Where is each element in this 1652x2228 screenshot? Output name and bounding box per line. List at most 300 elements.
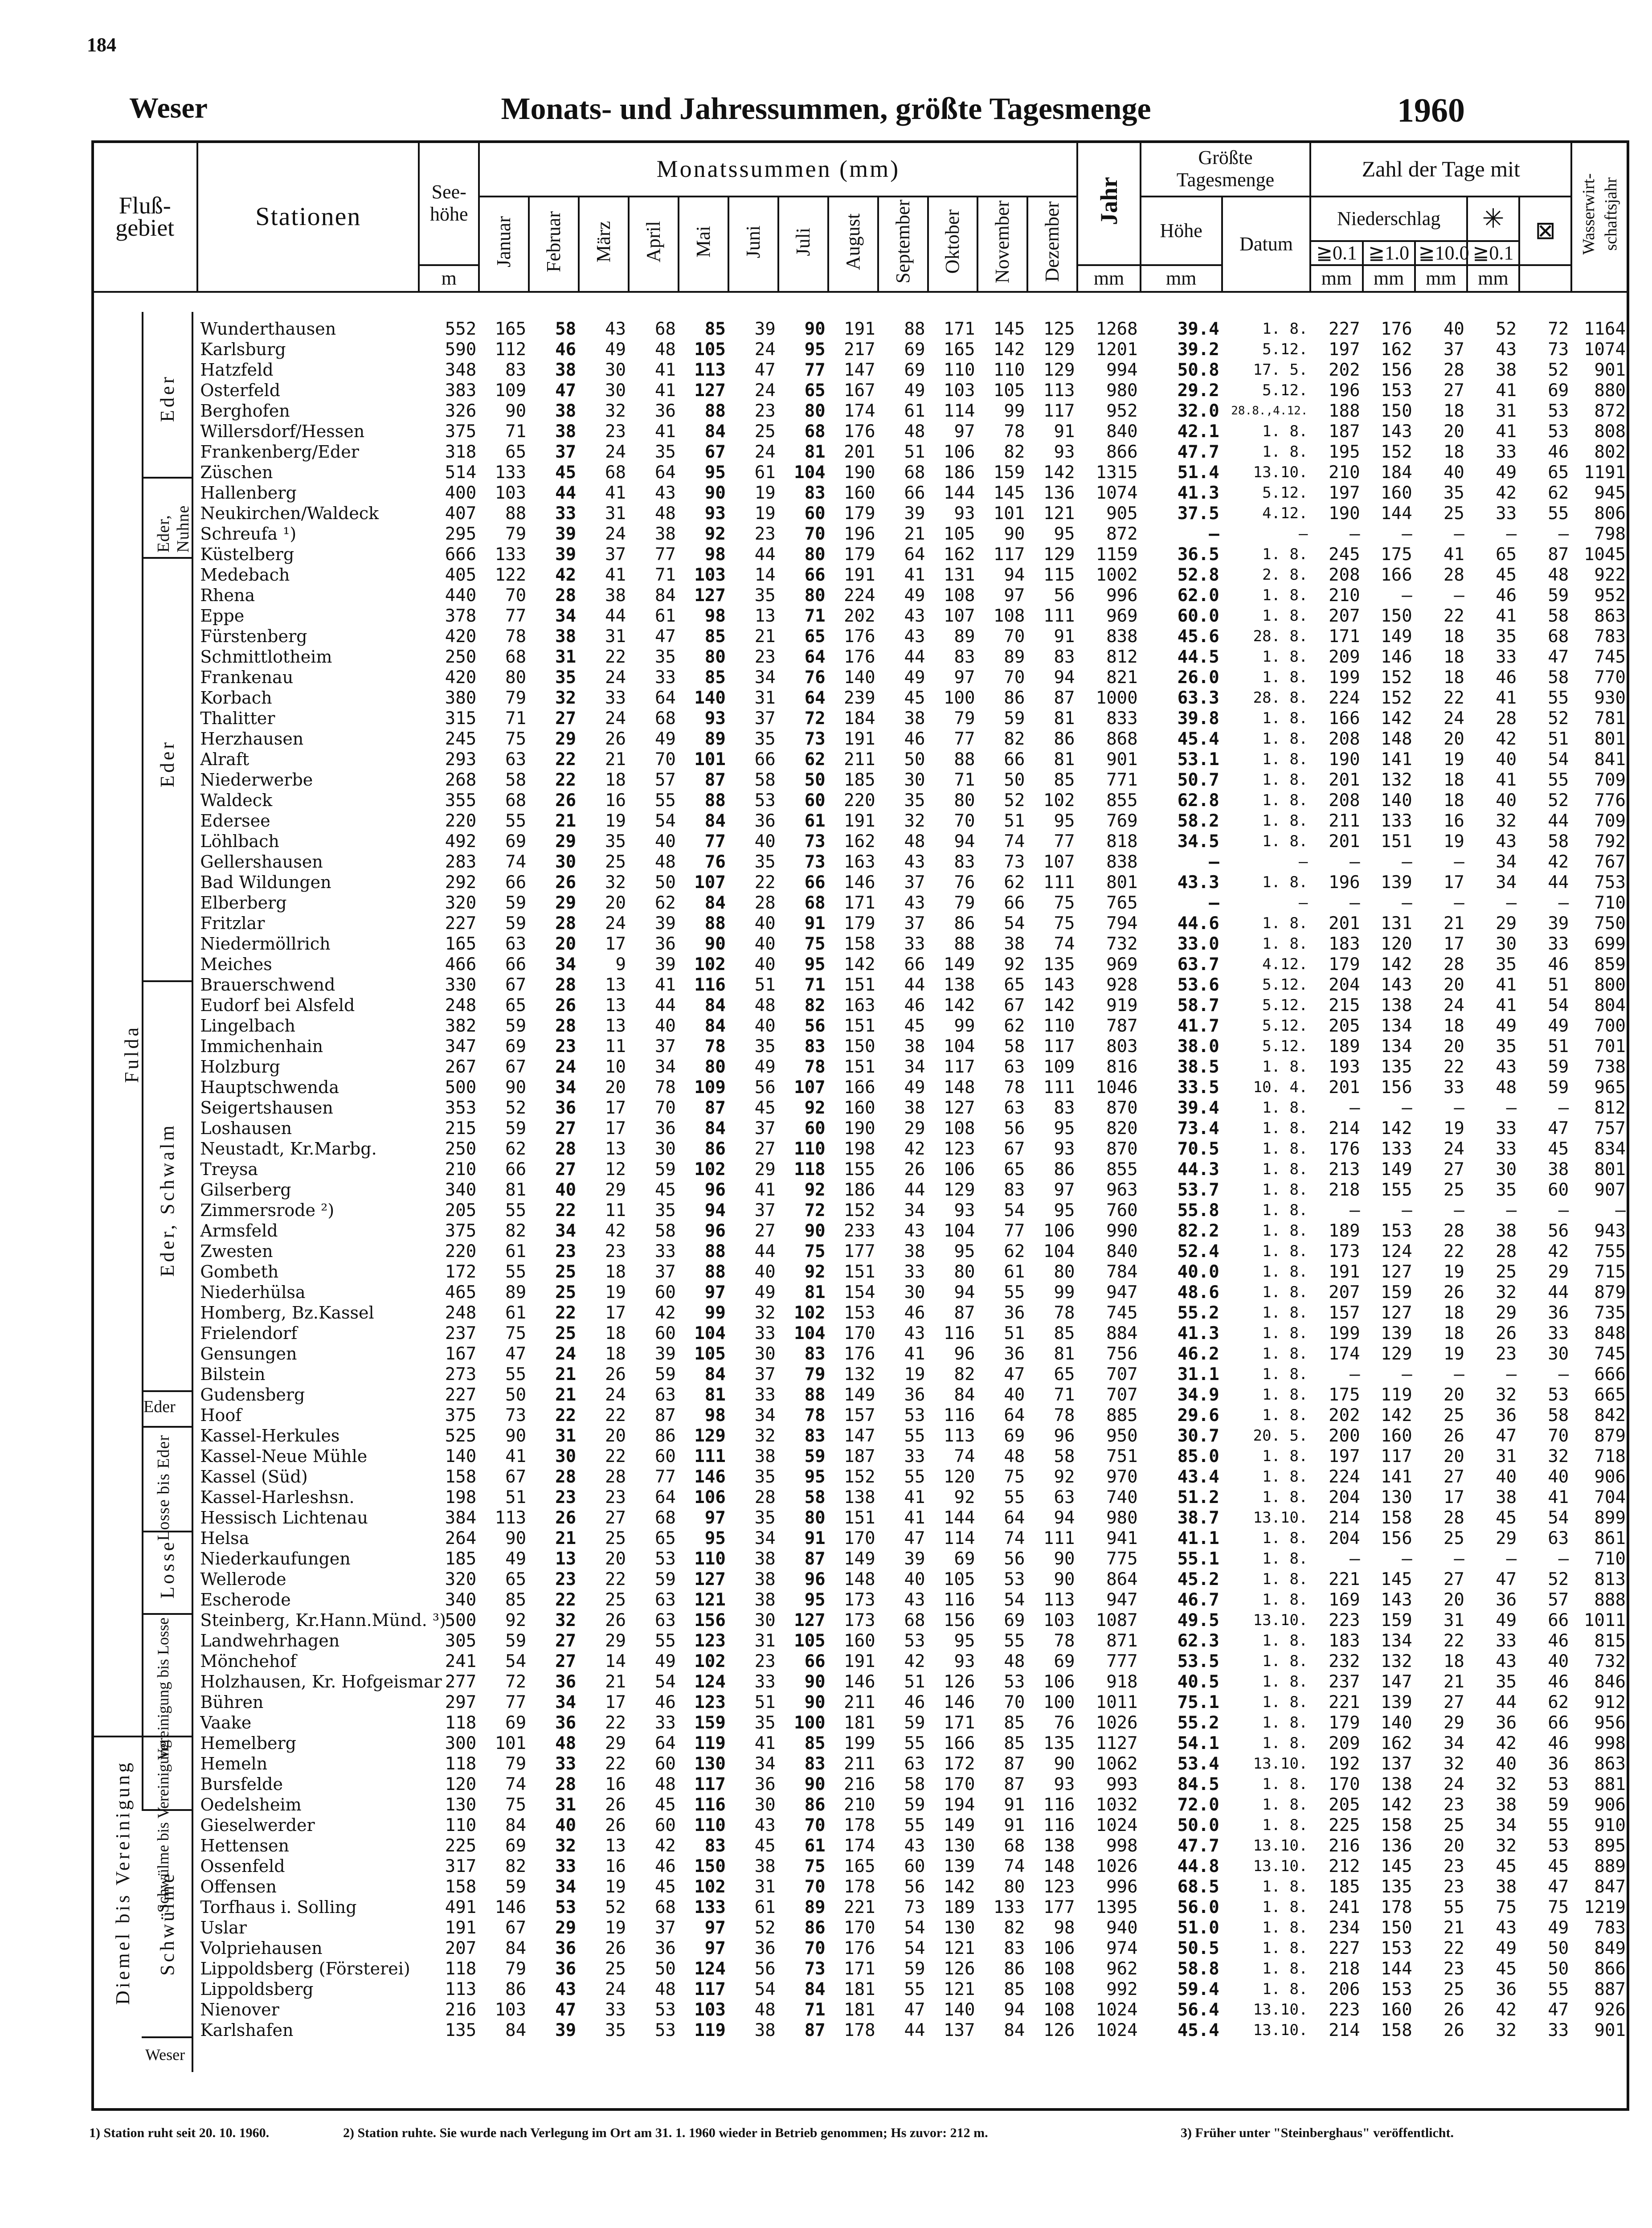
value-cell: 840 — [1106, 1241, 1138, 1261]
value-cell: 140 — [694, 688, 726, 708]
value-cell: 25 — [605, 1528, 626, 1548]
value-cell: 108 — [1043, 1999, 1075, 2020]
value-cell: 51 — [1004, 1323, 1025, 1343]
value-cell: 969 — [1106, 954, 1138, 975]
value-cell: 88 — [704, 401, 726, 421]
value-cell: 1011 — [1096, 1692, 1138, 1712]
value-cell: 18 — [1443, 667, 1464, 688]
value-cell: 99 — [1004, 401, 1025, 421]
value-cell: 1. 8. — [1262, 606, 1308, 625]
value-cell: 52 — [605, 1897, 626, 1917]
value-cell: 45 — [1496, 1958, 1517, 1979]
value-cell: 50 — [1548, 1938, 1569, 1958]
value-cell: 223 — [1329, 1610, 1360, 1630]
value-cell: 84 — [704, 1016, 726, 1036]
value-cell: 38.5 — [1177, 1057, 1219, 1077]
value-cell: 27 — [1443, 1569, 1464, 1589]
value-cell: 116 — [943, 1405, 975, 1425]
value-cell: 1. 8. — [1262, 1795, 1308, 1814]
value-cell: 40 — [555, 1180, 577, 1200]
value-cell: 1. 8. — [1262, 1324, 1308, 1342]
station-name: Loshausen — [200, 1118, 292, 1138]
value-cell: 86 — [1004, 1958, 1025, 1979]
value-cell: 89 — [804, 1897, 826, 1917]
value-cell: 79 — [505, 688, 527, 708]
value-cell: 102 — [694, 1876, 726, 1897]
value-cell: 27 — [1443, 380, 1464, 401]
value-cell: 62.8 — [1177, 790, 1219, 811]
value-cell: 108 — [943, 585, 975, 606]
value-cell: 151 — [844, 1016, 875, 1036]
value-cell: 184 — [1381, 462, 1412, 483]
value-cell: 41 — [654, 421, 676, 442]
value-cell: 187 — [1329, 421, 1360, 442]
group-losse-bis-eder: Losse bis Eder — [154, 1435, 173, 1541]
value-cell: 211 — [844, 749, 875, 770]
value-cell: 32.0 — [1177, 401, 1219, 421]
value-cell: 43 — [754, 1815, 776, 1835]
value-cell: — — [1402, 1200, 1412, 1220]
value-cell: 80 — [704, 647, 726, 667]
value-cell: 23 — [605, 421, 626, 442]
value-cell: 28 — [555, 585, 577, 606]
value-cell: 27 — [1443, 1692, 1464, 1712]
value-cell: 46.7 — [1177, 1589, 1219, 1610]
group-separator — [142, 477, 192, 479]
value-cell: 812 — [1106, 647, 1138, 667]
value-cell: 48 — [654, 852, 676, 872]
value-cell: 47 — [1004, 1364, 1025, 1384]
value-cell: 58.2 — [1177, 811, 1219, 831]
value-cell: 1. 8. — [1262, 1672, 1308, 1691]
value-cell: 29.2 — [1177, 380, 1219, 401]
value-cell: 142 — [1043, 995, 1075, 1016]
value-cell: 132 — [844, 1364, 875, 1384]
value-cell: 70 — [804, 1876, 826, 1897]
value-cell: 76 — [804, 667, 826, 688]
value-cell: 71 — [654, 565, 676, 585]
value-cell: 514 — [445, 462, 477, 483]
value-cell: 30 — [605, 360, 626, 380]
value-cell: — — [1558, 1200, 1569, 1220]
value-cell: 36 — [1496, 1712, 1517, 1733]
value-cell: 849 — [1594, 1938, 1626, 1958]
value-cell: 55 — [1004, 1282, 1025, 1302]
value-cell: 43 — [904, 626, 925, 647]
value-cell: 2. 8. — [1262, 565, 1308, 584]
station-name: Torfhaus i. Solling — [200, 1897, 357, 1917]
value-cell: 201 — [1329, 1077, 1360, 1098]
value-cell: 62.3 — [1177, 1630, 1219, 1651]
value-cell: 127 — [943, 1098, 975, 1118]
value-cell: 801 — [1106, 872, 1138, 893]
value-cell: 214 — [1329, 1118, 1360, 1139]
value-cell: 23 — [754, 524, 776, 544]
value-cell: 104 — [794, 1323, 826, 1343]
value-cell: 815 — [1594, 1630, 1626, 1651]
value-cell: 113 — [445, 1979, 477, 1999]
value-cell: 150 — [694, 1856, 726, 1876]
value-cell: 1. 8. — [1262, 1734, 1308, 1752]
value-cell: 1062 — [1096, 1753, 1138, 1774]
value-cell: 1. 8. — [1262, 1365, 1308, 1383]
value-cell: 18 — [1443, 626, 1464, 647]
value-cell: 140 — [844, 667, 875, 688]
value-cell: 191 — [445, 1917, 477, 1938]
value-cell: 129 — [1381, 1343, 1412, 1364]
value-cell: 90 — [505, 401, 527, 421]
value-cell: 45 — [754, 1098, 776, 1118]
value-cell: 220 — [445, 1241, 477, 1261]
value-cell: 29 — [1496, 913, 1517, 934]
group-eder-top: Eder — [156, 374, 178, 422]
value-cell: 24 — [605, 524, 626, 544]
value-cell: 833 — [1106, 708, 1138, 729]
col-hoehe: Höhe — [1141, 197, 1222, 265]
value-cell: 144 — [943, 483, 975, 503]
value-cell: 59 — [505, 913, 527, 934]
value-cell: 143 — [1381, 421, 1412, 442]
value-cell: 237 — [445, 1323, 477, 1343]
value-cell: 51 — [1548, 729, 1569, 749]
value-cell: 32 — [1548, 1446, 1569, 1466]
value-cell: 143 — [1381, 1589, 1412, 1610]
station-name: Kassel (Süd) — [200, 1466, 308, 1487]
value-cell: 46 — [1548, 954, 1569, 975]
value-cell: 63 — [1004, 1057, 1025, 1077]
value-cell: 33 — [555, 1753, 577, 1774]
value-cell: 142 — [943, 1876, 975, 1897]
value-cell: 347 — [445, 1036, 477, 1057]
value-cell: 85 — [804, 1733, 826, 1753]
value-cell: 4.12. — [1262, 504, 1308, 522]
station-name: Seigertshausen — [200, 1098, 333, 1118]
value-cell: 23 — [754, 1651, 776, 1671]
value-cell: 751 — [1106, 1446, 1138, 1466]
value-cell: 84 — [804, 1979, 826, 1999]
col-datum: Datum — [1222, 197, 1311, 292]
value-cell: 116 — [694, 1794, 726, 1815]
value-cell: 50 — [505, 1384, 527, 1405]
value-cell: 40 — [654, 831, 676, 852]
station-name: Ossenfeld — [200, 1856, 285, 1876]
value-cell: 92 — [1004, 954, 1025, 975]
value-cell: 32 — [605, 401, 626, 421]
value-cell: 61 — [804, 811, 826, 831]
value-cell: 59 — [1548, 585, 1569, 606]
value-cell: 175 — [1381, 544, 1412, 565]
value-cell: 124 — [694, 1958, 726, 1979]
value-cell: 91 — [1054, 626, 1075, 647]
value-cell: 197 — [1329, 1446, 1360, 1466]
value-cell: 119 — [1381, 1384, 1412, 1405]
value-cell: 65 — [505, 442, 527, 462]
value-cell: 113 — [943, 1425, 975, 1446]
month-10: Oktober — [928, 197, 978, 292]
value-cell: 152 — [844, 1200, 875, 1220]
value-cell: 96 — [1054, 1425, 1075, 1446]
value-cell: 148 — [1043, 1856, 1075, 1876]
value-cell: 63.3 — [1177, 688, 1219, 708]
value-cell: 53.1 — [1177, 749, 1219, 770]
value-cell: 117 — [1043, 401, 1075, 421]
value-cell: 68 — [804, 421, 826, 442]
value-cell: 91 — [1004, 1815, 1025, 1835]
value-cell: 176 — [844, 647, 875, 667]
value-cell: 45 — [1548, 1856, 1569, 1876]
value-cell: 353 — [445, 1098, 477, 1118]
value-cell: 105 — [694, 339, 726, 360]
value-cell: 72 — [804, 708, 826, 729]
value-cell: 30 — [754, 1610, 776, 1630]
value-cell: 55 — [1548, 503, 1569, 524]
value-cell: 863 — [1594, 1753, 1626, 1774]
value-cell: 922 — [1594, 565, 1626, 585]
col-monatssummen: Monatssummen (mm) — [479, 141, 1077, 197]
value-cell: 65 — [1004, 975, 1025, 995]
value-cell: 757 — [1594, 1118, 1626, 1139]
value-cell: 28 — [555, 1466, 577, 1487]
station-name: Brauerschwend — [200, 975, 335, 995]
value-cell: 88 — [954, 934, 975, 954]
value-cell: 68 — [904, 1610, 925, 1630]
value-cell: 965 — [1594, 1077, 1626, 1098]
value-cell: 102 — [694, 1159, 726, 1180]
value-cell: 250 — [445, 647, 477, 667]
station-name: Homberg, Bz.Kassel — [200, 1302, 374, 1323]
value-cell: 704 — [1594, 1487, 1626, 1507]
value-cell: 86 — [654, 1425, 676, 1446]
value-cell: 1164 — [1584, 319, 1626, 339]
value-cell: 61 — [654, 606, 676, 626]
value-cell: 97 — [704, 1917, 726, 1938]
value-cell: 196 — [1329, 872, 1360, 893]
value-cell: 375 — [445, 1405, 477, 1425]
value-cell: 28.8.,4.12. — [1231, 404, 1308, 418]
value-cell: 66 — [904, 483, 925, 503]
value-cell: 123 — [694, 1692, 726, 1712]
value-cell: 134 — [1381, 1630, 1412, 1651]
value-cell: 69 — [904, 339, 925, 360]
station-name: Landwehrhagen — [200, 1630, 340, 1651]
value-cell: 36 — [754, 811, 776, 831]
value-cell: 52 — [505, 1098, 527, 1118]
value-cell: 37 — [754, 708, 776, 729]
value-cell: 209 — [1329, 1733, 1360, 1753]
value-cell: 55 — [1004, 1630, 1025, 1651]
value-cell: — — [1454, 524, 1464, 544]
value-cell: 66 — [804, 872, 826, 893]
value-cell: 326 — [445, 401, 477, 421]
value-cell: 996 — [1106, 1876, 1138, 1897]
value-cell: 46 — [555, 339, 577, 360]
value-cell: 178 — [1381, 1897, 1412, 1917]
value-cell: 28 — [605, 1466, 626, 1487]
value-cell: 126 — [943, 1958, 975, 1979]
value-cell: 136 — [1043, 483, 1075, 503]
value-cell: 48.6 — [1177, 1282, 1219, 1302]
value-cell: 32 — [1496, 1282, 1517, 1302]
value-cell: 945 — [1594, 483, 1626, 503]
value-cell: 1. 8. — [1262, 770, 1308, 789]
value-cell: 32 — [1496, 1384, 1517, 1405]
value-cell: 48 — [654, 1774, 676, 1794]
value-cell: 41 — [1496, 975, 1517, 995]
value-cell: 46 — [904, 1302, 925, 1323]
value-cell: 25 — [1443, 1815, 1464, 1835]
value-cell: 952 — [1106, 401, 1138, 421]
value-cell: 171 — [1329, 626, 1360, 647]
value-cell: — — [1454, 585, 1464, 606]
value-cell: 45 — [1496, 565, 1517, 585]
value-cell: 77 — [1054, 831, 1075, 852]
value-cell: 60 — [654, 1446, 676, 1466]
value-cell: 118 — [445, 1712, 477, 1733]
value-cell: 46 — [1548, 1630, 1569, 1651]
value-cell: 105 — [943, 1569, 975, 1589]
value-cell: 71 — [505, 708, 527, 729]
value-cell: 838 — [1106, 852, 1138, 872]
value-cell: 175 — [1329, 1384, 1360, 1405]
value-cell: 94 — [954, 1282, 975, 1302]
value-cell: 22 — [605, 1753, 626, 1774]
value-cell: 84 — [704, 1364, 726, 1384]
value-cell: 132 — [1381, 1651, 1412, 1671]
value-cell: 61 — [904, 401, 925, 421]
value-cell: 36 — [904, 1384, 925, 1405]
value-cell: 666 — [445, 544, 477, 565]
value-cell: 855 — [1106, 1159, 1138, 1180]
value-cell: 111 — [1043, 1528, 1075, 1548]
value-cell: 1315 — [1096, 462, 1138, 483]
value-cell: 167 — [445, 1343, 477, 1364]
value-cell: — — [1454, 1548, 1464, 1569]
value-cell: 919 — [1106, 995, 1138, 1016]
value-cell: 65 — [505, 995, 527, 1016]
value-cell: 32 — [555, 688, 577, 708]
station-name: Eudorf bei Alsfeld — [200, 995, 355, 1015]
value-cell: 123 — [694, 1630, 726, 1651]
value-cell: 22 — [605, 1405, 626, 1425]
value-cell: 813 — [1594, 1569, 1626, 1589]
value-cell: 111 — [1043, 872, 1075, 893]
value-cell: 42 — [1548, 852, 1569, 872]
value-cell: 86 — [1004, 688, 1025, 708]
value-cell: 214 — [1329, 2020, 1360, 2040]
value-cell: 202 — [1329, 360, 1360, 380]
value-cell: 178 — [844, 1876, 875, 1897]
value-cell: 90 — [704, 934, 726, 954]
value-cell: 13 — [605, 1139, 626, 1159]
value-cell: 212 — [1329, 1856, 1360, 1876]
value-cell: 63 — [904, 1753, 925, 1774]
value-cell: 1. 8. — [1262, 1529, 1308, 1547]
value-cell: 41 — [1496, 770, 1517, 790]
value-cell: 109 — [694, 1077, 726, 1098]
value-cell: 34.5 — [1177, 831, 1219, 852]
value-cell: 102 — [1043, 790, 1075, 811]
value-cell: 117 — [1043, 1036, 1075, 1057]
value-cell: 25 — [1443, 1180, 1464, 1200]
value-cell: 43.4 — [1177, 1466, 1219, 1487]
value-cell: 149 — [1381, 1159, 1412, 1180]
value-cell: 118 — [445, 1753, 477, 1774]
value-cell: 16 — [605, 1856, 626, 1876]
value-cell: 248 — [445, 995, 477, 1016]
value-cell: 90 — [505, 1528, 527, 1548]
value-cell: 198 — [445, 1487, 477, 1507]
value-cell: 355 — [445, 790, 477, 811]
value-cell: 82 — [1004, 1917, 1025, 1938]
value-cell: 49 — [654, 1651, 676, 1671]
value-cell: 160 — [844, 483, 875, 503]
value-cell: 33 — [1496, 442, 1517, 462]
value-cell: 47 — [904, 1528, 925, 1548]
value-cell: 52.4 — [1177, 1241, 1219, 1261]
value-cell: 32 — [754, 1425, 776, 1446]
value-cell: 189 — [1329, 1036, 1360, 1057]
value-cell: 50 — [654, 872, 676, 893]
value-cell: 147 — [844, 1425, 875, 1446]
value-cell: 46 — [1548, 1733, 1569, 1753]
value-cell: 50 — [904, 749, 925, 770]
value-cell: 906 — [1594, 1466, 1626, 1487]
value-cell: 192 — [1329, 1753, 1360, 1774]
value-cell: 710 — [1594, 1548, 1626, 1569]
value-cell: — — [1209, 893, 1219, 913]
value-cell: 190 — [844, 1118, 875, 1139]
value-cell: 491 — [445, 1897, 477, 1917]
value-cell: 855 — [1106, 790, 1138, 811]
value-cell: 28 — [555, 913, 577, 934]
value-cell: 70 — [804, 1815, 826, 1835]
value-cell: — — [1454, 1200, 1464, 1220]
value-cell: 205 — [445, 1200, 477, 1220]
value-cell: 39 — [555, 524, 577, 544]
value-cell: 23 — [1443, 1958, 1464, 1979]
station-name: Escherode — [200, 1589, 291, 1610]
value-cell: 129 — [943, 1180, 975, 1200]
value-cell: 22 — [555, 1200, 577, 1220]
value-cell: 33 — [904, 1446, 925, 1466]
value-cell: 119 — [694, 1733, 726, 1753]
value-cell: 29 — [1496, 1302, 1517, 1323]
value-cell: 34 — [904, 1057, 925, 1077]
value-cell: 37 — [555, 442, 577, 462]
value-cell: 217 — [844, 339, 875, 360]
value-cell: 33 — [1496, 503, 1517, 524]
value-cell: 82.2 — [1177, 1220, 1219, 1241]
value-cell: 73 — [804, 852, 826, 872]
value-cell: 156 — [1381, 1077, 1412, 1098]
value-cell: 39 — [555, 2020, 577, 2040]
value-cell: 1000 — [1096, 688, 1138, 708]
value-cell: 36 — [1548, 1753, 1569, 1774]
value-cell: 134 — [1381, 1016, 1412, 1036]
value-cell: 42 — [605, 1220, 626, 1241]
station-name: Treysa — [200, 1159, 258, 1179]
value-cell: 38 — [904, 1241, 925, 1261]
value-cell: 172 — [445, 1261, 477, 1282]
value-cell: 861 — [1594, 1528, 1626, 1548]
value-cell: 170 — [943, 1774, 975, 1794]
value-cell: 29 — [904, 1118, 925, 1139]
value-cell: 241 — [1329, 1897, 1360, 1917]
value-cell: 56 — [904, 1876, 925, 1897]
value-cell: 29 — [555, 729, 577, 749]
value-cell: 132 — [1381, 770, 1412, 790]
value-cell: 715 — [1594, 1261, 1626, 1282]
